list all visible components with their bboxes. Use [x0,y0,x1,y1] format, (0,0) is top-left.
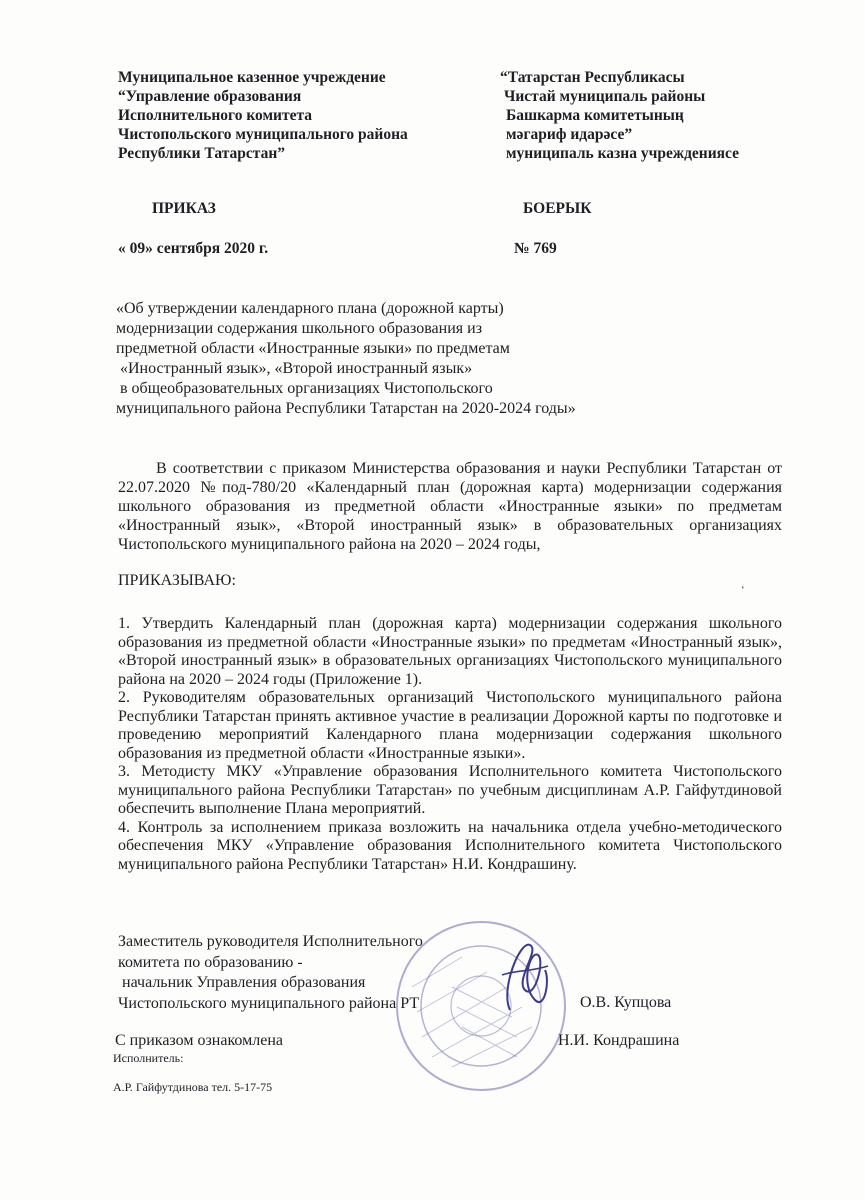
header-left-line: Исполнительного комитета [118,107,313,124]
order-item: 3. Методисту МКУ «Управление образования Исполнительного комитета Чистопольского муниципального района Республики Татарстан» по учебным дисциплинам А.Р. Гайфутдиновой обеспечить выполнение Плана мероприятий. [118,763,782,817]
doc-type-ru: ПРИКАЗ [152,200,216,217]
header-right-line: Башкарма комитетының [506,107,684,124]
title-line: в общеобразовательных организациях Чистопольского [116,380,493,397]
order-item: 2. Руководителям образовательных организаций Чистопольского муниципального района Республики Татарстан принять активное участие в реализации Дорожной карты по подготовке и проведению мероприятий Календарного плана модернизации содержания школьного образования из предметной области «Иностранные языки». [118,689,782,762]
order-title [116,299,576,419]
header-left-line: Республики Татарстан” [118,145,286,162]
header-right-line: муниципаль казна учреждениясе [506,145,739,162]
position-line: комитета по образованию - [118,953,303,971]
header-right-line: мәгариф идарәсе” [506,126,633,143]
scan-mark: ‘ [741,584,745,596]
title-line: «Иностранный язык», «Второй иностранный язык» [116,360,473,377]
order-item: 1. Утвердить Календарный план (дорожная карта) модернизации содержания школьного образования из предметной области «Иностранные языки» по предметам «Иностранный язык», «Второй иностранный язык» в образовательных организациях Чистопольского муниципального района на 2020 – 2024 годы (Приложение 1). [118,615,782,688]
header-left-line: Муниципальное казенное учреждение [118,69,386,86]
header-right-line: Чистай муниципаль районы [504,88,706,105]
signer-name: О.В. Купцова [580,994,672,1011]
order-items [118,615,782,874]
position-line: Заместитель руководителя Исполнительного [118,933,423,950]
signatory-position [118,932,423,1014]
header-left [118,68,408,163]
header-left-line: “Управление образования [118,88,302,105]
title-line: предметной области «Иностранные языки» по предметам [116,340,510,357]
executor-contact: А.Р. Гайфутдинова тел. 5-17-75 [113,1080,273,1094]
title-line: модернизации содержания школьного образования из [116,320,483,337]
preamble: В соответствии с приказом Министерства образования и науки Республики Татарстан от 22.07.2020 №под-780/20 «Календарный план (дорожная карта) модернизации содержания школьного образования из предметной области «Иностранные языки» по предметам «Иностранный язык», «Второй иностранный язык» в образовательных организациях Чистопольского муниципального района на 2020 – 2024 годы, [118,460,782,553]
doc-number: № 769 [514,240,557,257]
header-right-line: “Татарстан Республикасы [500,69,685,86]
executor-label: Исполнитель: [113,1051,184,1065]
doc-type-tt: БОЕРЫК [523,200,592,217]
position-line: Чистопольского муниципального района РТ [118,994,420,1012]
acquainted-label: С приказом ознакомлена [115,1032,283,1049]
order-word: ПРИКАЗЫВАЮ: [118,572,236,589]
order-item: 4. Контроль за исполнением приказа возложить на начальника отдела учебно-методического обеспечения МКУ «Управление образования Исполнительного комитета Чистопольского муниципального района Республики Татарстан» Н.И. Кондрашину. [118,818,782,873]
header-left-line: Чистопольского муниципального района [118,126,408,143]
title-line: «Об утверждении календарного плана (дорожной карты) [116,300,504,317]
signature-mark [490,930,560,1020]
acquainted-name: Н.И. Кондрашина [558,1032,680,1049]
header-right [500,68,739,163]
position-line: начальник Управления образования [118,974,366,991]
doc-date: « 09» сентября 2020 г. [118,240,269,257]
title-line: муниципального района Республики Татарстан на 2020-2024 годы» [116,400,576,417]
